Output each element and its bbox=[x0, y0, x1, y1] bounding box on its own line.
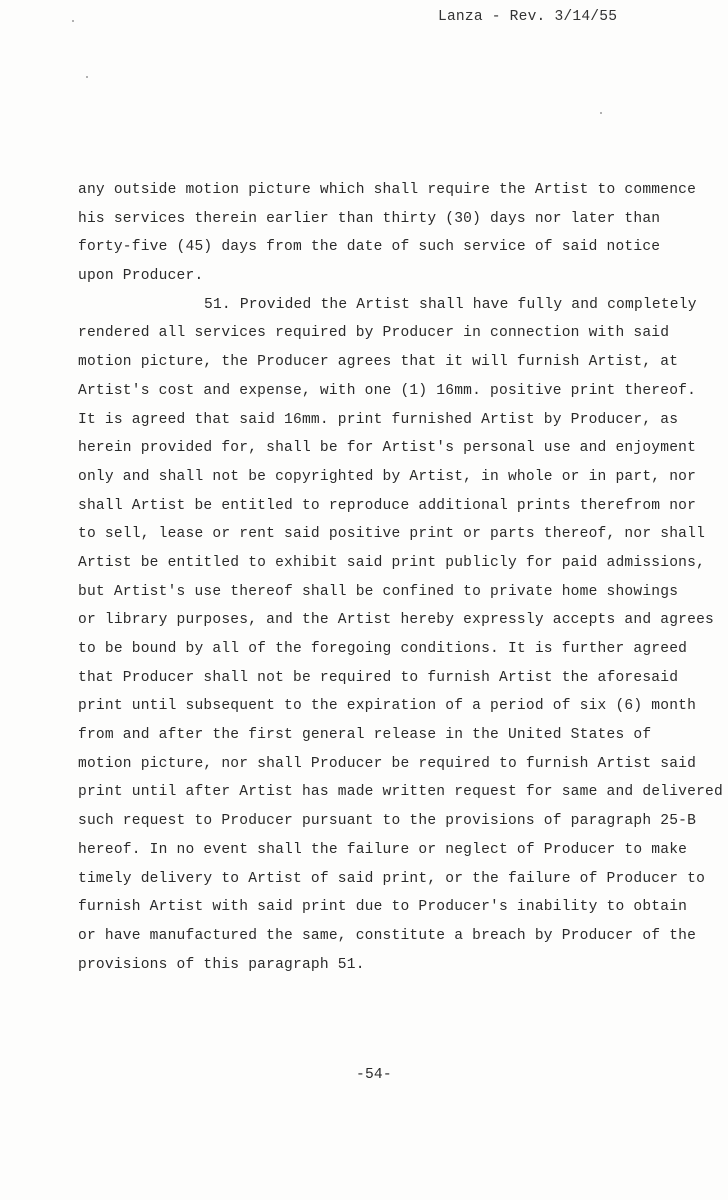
text-line: forty-five (45) days from the date of such service of said notice bbox=[78, 239, 661, 256]
text-line: motion picture, nor shall Producer be required to furnish Artist said bbox=[78, 755, 697, 772]
text-line: only and shall not be copyrighted by Artist, in whole or in part, nor bbox=[78, 468, 697, 485]
revision-header: Lanza - Rev. 3/14/55 bbox=[438, 9, 618, 25]
text-line: upon Producer. bbox=[78, 268, 204, 285]
text-line: Artist's cost and expense, with one (1) 16mm. positive print thereof. bbox=[78, 382, 697, 399]
text-line: Artist be entitled to exhibit said print publicly for paid admissions, bbox=[78, 554, 706, 571]
text-line: to sell, lease or rent said positive print or parts thereof, nor shall bbox=[78, 526, 706, 543]
text-line: or have manufactured the same, constitute a breach by Producer of the bbox=[78, 927, 697, 944]
page-number: -54- bbox=[356, 1067, 392, 1083]
text-line: his services therein earlier than thirty (30) days nor later than bbox=[78, 210, 661, 227]
text-line: shall Artist be entitled to reproduce additional prints therefrom nor bbox=[78, 497, 697, 514]
text-line: but Artist's use thereof shall be confined to private home showings bbox=[78, 583, 679, 600]
scan-speck bbox=[72, 20, 74, 22]
scan-speck bbox=[600, 112, 602, 114]
text-line: motion picture, the Producer agrees that it will furnish Artist, at bbox=[78, 354, 679, 371]
text-line: from and after the first general release in the United States of bbox=[78, 727, 652, 744]
document-body bbox=[78, 176, 723, 979]
text-line: furnish Artist with said print due to Producer's inability to obtain bbox=[78, 899, 688, 916]
scan-speck bbox=[86, 76, 88, 78]
text-line: to be bound by all of the foregoing conditions. It is further agreed bbox=[78, 641, 688, 657]
text-line: timely delivery to Artist of said print, or the failure of Producer to bbox=[78, 870, 706, 887]
text-line: print until after Artist has made written request for same and delivered bbox=[78, 784, 723, 801]
text-line: provisions of this paragraph 51. bbox=[78, 956, 365, 973]
text-line: any outside motion picture which shall require the Artist to commence bbox=[78, 182, 697, 198]
text-line: herein provided for, shall be for Artist's personal use and enjoyment bbox=[78, 440, 697, 457]
text-line: It is agreed that said 16mm. print furnished Artist by Producer, as bbox=[78, 411, 679, 428]
paragraph-51-start: 51. Provided the Artist shall have fully and completely bbox=[204, 296, 697, 313]
text-line: or library purposes, and the Artist hereby expressly accepts and agrees bbox=[78, 612, 714, 629]
text-line: such request to Producer pursuant to the provisions of paragraph 25-B bbox=[78, 813, 697, 830]
text-line: hereof. In no event shall the failure or neglect of Producer to make bbox=[78, 841, 688, 858]
text-line: rendered all services required by Producer in connection with said bbox=[78, 325, 670, 342]
text-line: print until subsequent to the expiration of a period of six (6) month bbox=[78, 698, 697, 715]
text-line: that Producer shall not be required to furnish Artist the aforesaid bbox=[78, 669, 679, 686]
